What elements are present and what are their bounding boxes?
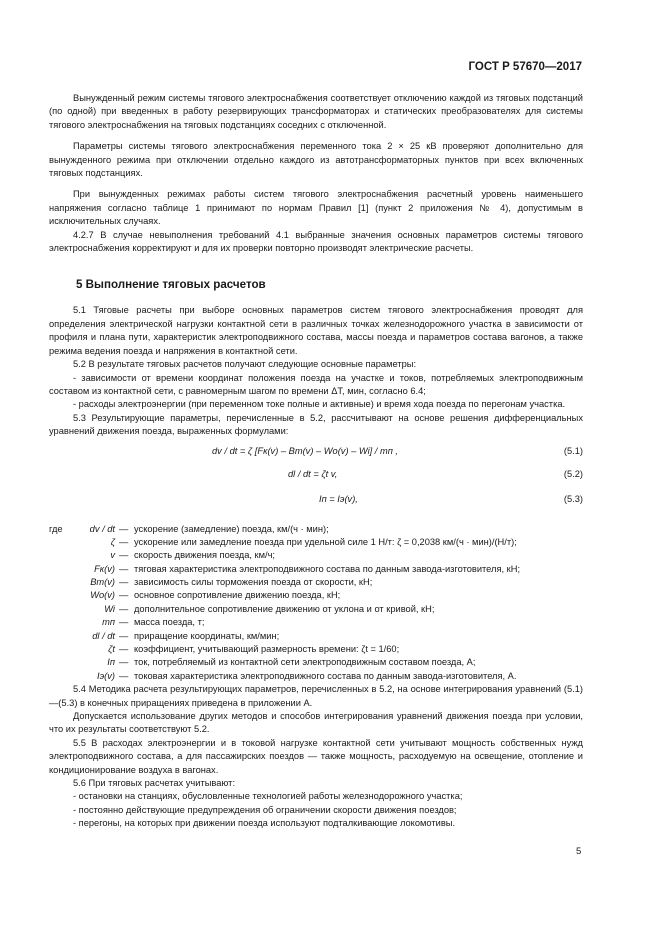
definition-text: масса поезда, т; — [134, 617, 205, 628]
definition-text: коэффициент, учитывающий размерность времени: ζt = 1/60; — [134, 644, 400, 655]
definition-text: токовая характеристика электроподвижного состава по данным завода-изготовителя, А. — [134, 670, 517, 681]
list-item: - расходы электроэнергии (при переменном токе полные и активные) и время хода поезда по перегонам участка. — [73, 399, 566, 410]
definition-row: v — скорость движения поезда, км/ч; — [49, 549, 583, 562]
definition-symbol: Wо(v) — [90, 590, 115, 601]
formula-number: (5.3) — [563, 493, 583, 504]
formula-5-1 — [49, 445, 583, 464]
paragraph-5-2: 5.2 В результате тяговых расчетов получают следующие основные параметры: — [73, 359, 417, 370]
definition-text: скорость движения поезда, км/ч; — [134, 550, 276, 561]
definition-symbol: dl / dt — [92, 630, 115, 641]
definition-text: тяговая характеристика электроподвижного состава по данным завода-изготовителя, кН; — [134, 563, 521, 574]
definition-text: дополнительное сопротивление движению от уклона и от кривой, кН; — [134, 603, 435, 614]
definition-symbol: ζ — [110, 536, 115, 547]
definition-symbol: ζt — [108, 644, 115, 655]
list-item: - постоянно действующие предупреждения об ограничении скорости движения поездов; — [73, 804, 457, 815]
definition-symbol: Fк(v) — [94, 563, 115, 574]
section-title: 5 Выполнение тяговых расчетов — [76, 278, 266, 292]
paragraph: Допускается использование других методов и способов интегрирования уравнений движения поезда при условии, что их результаты соответствуют 5.2. — [49, 711, 583, 735]
definition-symbol: mп — [102, 617, 115, 628]
paragraph: Вынужденный режим системы тягового электроснабжения соответствует отключению каждой из тяговых подстанций (по одной) при введенных в работу резервирующих трансформаторах и статических преобразователях для системы тягового электроснабжения на тяговых подстанциях соседних с отключенной. — [49, 93, 583, 130]
formula-number: (5.2) — [563, 468, 583, 479]
definition-row: Fк(v) — тяговая характеристика электроподвижного состава по данным завода-изготовителя, кН; — [49, 563, 583, 576]
definition-row: где dv / dt — ускорение (замедление) поезда, км/(ч · мин); — [49, 523, 583, 536]
paragraph-5-4: 5.4 Методика расчета результирующих параметров, перечисленных в 5.2, на основе интегрирования уравнений (5.1)—(5.3) в конечных приращениях приведена в приложении А. — [49, 684, 583, 708]
formula-expression: dl / dt = ζt v, — [288, 468, 338, 479]
definition-row: Wi — дополнительное сопротивление движению от уклона и от кривой, кН; — [49, 603, 583, 616]
definition-row: Iп — ток, потребляемый из контактной сети электроподвижным составом поезда, А; — [49, 656, 583, 669]
definition-text: ускорение (замедление) поезда, км/(ч · мин); — [134, 523, 329, 534]
definition-row: ζt — коэффициент, учитывающий размерность времени: ζt = 1/60; — [49, 643, 583, 656]
paragraph: Параметры системы тягового электроснабжения переменного тока 2 × 25 кВ проверяют дополнительно для вынужденного режима при отключении отдельно каждого из автотрансформаторных пунктов при всех включенных тяговых подстанциях. — [49, 141, 583, 179]
definition-symbol: dv / dt — [89, 523, 115, 534]
definition-row: mп — масса поезда, т; — [49, 616, 583, 629]
paragraph: 4.2.7 В случае невыполнения требований 4.1 выбранные значения основных параметров системы тягового электроснабжения корректируют и для их проверки повторно производят электрические расчеты. — [49, 229, 583, 254]
definitions-lead: где — [49, 523, 63, 534]
paragraph-5-1: 5.1 Тяговые расчеты при выборе основных параметров систем тягового электроснабжения проводят для определения электрической нагрузки контактной сети в различных точках железнодорожного участка в зависимости от профиля и плана пути, характеристик электроподвижного состава, массы поезда и параметров состава вагонов, а также режима ведения поезда и напряжения в контактной сети. — [49, 305, 583, 356]
list-item: - зависимости от времени координат положения поезда на участке и токов, потребляемых электроподвижным составом из контактной сети, с равномерным шагом по времени ΔT, мин, согласно 6.4; — [49, 372, 583, 396]
definition-text: зависимость силы торможения поезда от скорости, кН; — [134, 577, 373, 588]
definition-row: dl / dt — приращение координаты, км/мин; — [49, 630, 583, 643]
list-item: - остановки на станциях, обусловленные технологией работы железнодорожного участка; — [73, 791, 463, 802]
list-item: - перегоны, на которых при движении поезда используют подталкивающие локомотивы. — [73, 818, 456, 829]
page-content — [49, 92, 583, 831]
definition-row: Iэ(v) — токовая характеристика электроподвижного состава по данным завода-изготовителя, А. — [49, 670, 583, 683]
formula-5-2 — [49, 464, 583, 489]
definitions-list — [49, 523, 583, 684]
formula-expression: dv / dt = ζ [Fк(v) – Bт(v) – Wо(v) – Wi] / mп , — [212, 445, 398, 456]
paragraph-5-3: 5.3 Результирующие параметры, перечисленные в 5.2, рассчитывают на основе решения дифференциальных уравнений движения поезда, выраженных формулами: — [49, 412, 583, 437]
paragraph-5-6: 5.6 При тяговых расчетах учитывают: — [73, 778, 236, 789]
definition-symbol: Bт(v) — [90, 577, 115, 588]
document-code: ГОСТ Р 57670—2017 — [468, 61, 582, 73]
paragraph-5-5: 5.5 В расходах электроэнергии и в токовой нагрузке контактной сети учитывают мощность собственных нужд электроподвижного состава, а для пассажирских поездов — также мощность, расходуемую на освещение, отопление и кондиционирование воздуха в вагонах. — [49, 737, 583, 775]
definition-text: ток, потребляемый из контактной сети электроподвижным составом поезда, А; — [134, 657, 476, 668]
definition-row: Bт(v) — зависимость силы торможения поезда от скорости, кН; — [49, 576, 583, 589]
definition-symbol: Iэ(v) — [97, 670, 115, 681]
definition-text: приращение координаты, км/мин; — [134, 630, 280, 641]
paragraph: При вынужденных режимах работы систем тягового электроснабжения расчетный уровень наименьшего напряжения согласно таблице 1 принимают по нормам Правил [1] (пункт 2 приложения № 4), допустимым в исключительных случаях. — [49, 189, 583, 227]
formula-5-3 — [49, 489, 583, 515]
formula-expression: Iп = Iэ(v), — [319, 493, 358, 504]
definition-symbol: Iп — [107, 657, 115, 668]
page-number: 5 — [576, 846, 582, 857]
formula-number: (5.1) — [563, 445, 583, 456]
definition-text: ускорение или замедление поезда при удельной силе 1 Н/т: ζ = 0,2038 км/(ч · мин)/(Н/т); — [134, 536, 517, 547]
definition-row: ζ — ускорение или замедление поезда при удельной силе 1 Н/т: ζ = 0,2038 км/(ч · мин)/(Н/т); — [49, 536, 583, 549]
definition-text: основное сопротивление движению поезда, кН; — [134, 590, 341, 601]
definition-symbol: v — [110, 550, 115, 561]
definition-symbol: Wi — [104, 603, 115, 614]
definition-row: Wо(v) — основное сопротивление движению поезда, кН; — [49, 589, 583, 602]
